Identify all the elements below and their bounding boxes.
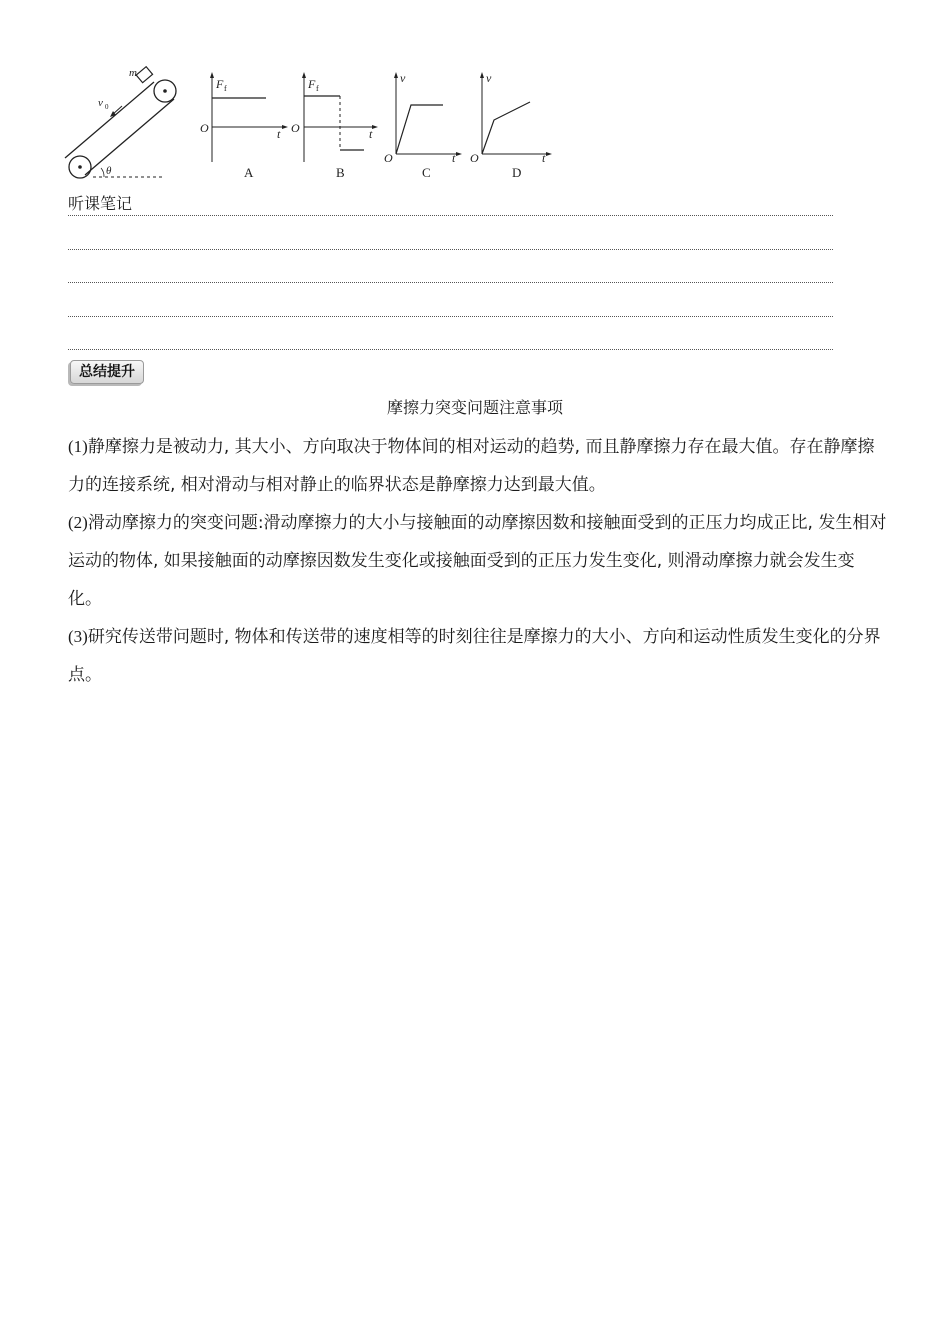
lecture-notes [68,194,833,350]
angle-label: θ [106,165,112,177]
x-axis-label: t [277,127,281,141]
y-axis-label: v [400,71,406,85]
summary-item [68,618,888,694]
section-heading: 摩擦力突变问题注意事项 [386,398,563,417]
mass-label: m [129,67,137,79]
note-line[interactable] [68,249,833,250]
x-axis-label: t [542,151,546,165]
graph-label: A [244,165,254,180]
velocity-subscript: 0 [105,103,109,111]
item-text: 静摩擦力是被动力, 其大小、方向取决于物体间的相对运动的趋势, 而且静摩擦力存在最大值。存在静摩擦力的连接系统, 相对滑动与相对静止的临界状态是静摩擦力达到最大值。 [68,437,875,495]
x-axis-label: t [369,127,373,141]
graph-a [200,62,290,187]
graph-c [382,62,467,187]
graph-label: D [512,165,522,180]
origin-label: O [200,121,209,135]
summary-item [68,504,888,618]
y-axis-label: F [308,77,316,91]
item-number: (3) [68,627,88,646]
graph-b [290,62,385,187]
note-line[interactable] [68,349,833,350]
item-text: 滑动摩擦力的突变问题:滑动摩擦力的大小与接触面的动摩擦因数和接触面受到的正压力均成正比, 发生相对运动的物体, 如果接触面的动摩擦因数发生变化或接触面受到的正压力发生变化, 则滑动摩擦力就会发生变化。 [68,513,887,609]
summary-item [68,428,888,504]
notes-title: 听课笔记 [68,194,133,213]
graph-d [468,62,560,187]
note-line[interactable] [68,316,833,317]
summary-body [68,428,888,694]
graph-label: C [422,165,431,180]
item-text: 研究传送带问题时, 物体和传送带的速度相等的时刻往往是摩擦力的大小、方向和运动性质发生变化的分界点。 [68,627,881,685]
incline-conveyor-diagram [60,62,185,187]
item-number: (1) [68,437,88,456]
note-line[interactable] [68,282,833,283]
note-line[interactable] [68,215,833,216]
x-axis-label: t [452,151,456,165]
physics-figure [60,62,560,187]
velocity-label: v [98,97,103,109]
y-axis-label: F [216,77,224,91]
y-axis-subscript: f [224,84,227,93]
y-axis-subscript: f [316,84,319,93]
graph-label: B [336,165,345,180]
origin-label: O [470,151,479,165]
origin-label: O [291,121,300,135]
origin-label: O [384,151,393,165]
y-axis-label: v [486,71,492,85]
summary-tag: 总结提升 [70,360,144,384]
item-number: (2) [68,513,88,532]
